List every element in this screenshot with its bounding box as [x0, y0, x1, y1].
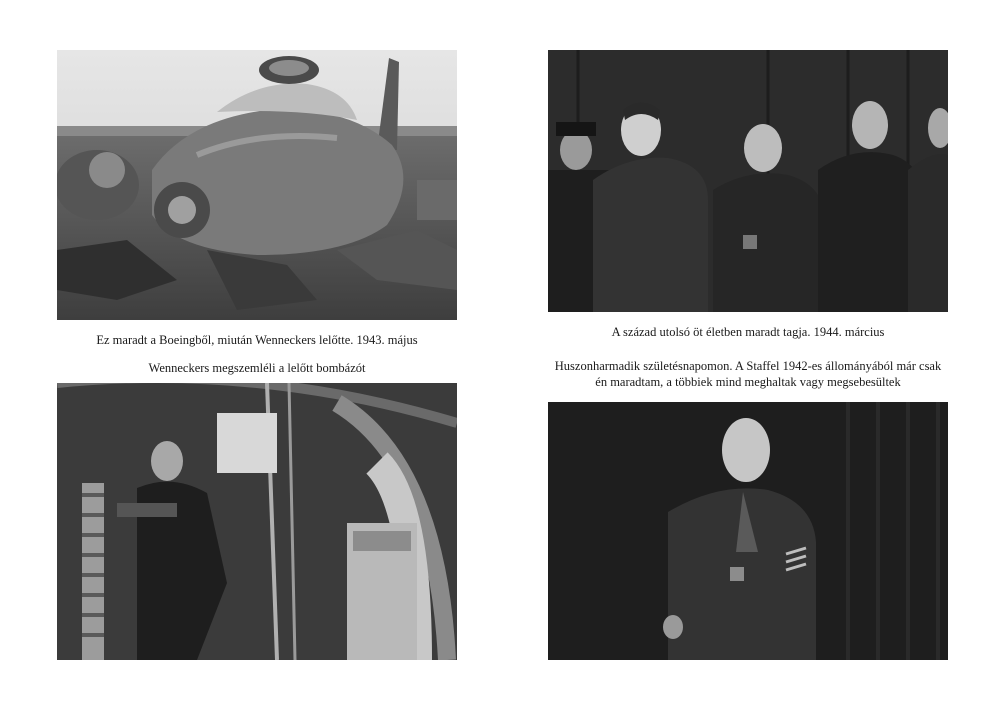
caption-wrecked-bomber: Ez maradt a Boeingből, miután Wenneckers lelőtte. 1943. május [96, 333, 418, 347]
photo-inside-bomber [57, 383, 457, 660]
caption-twenty-third-birthday: Huszonharmadik születésnapomon. A Staffel 1942-es állományából már csak én maradtam, a többiek mind meghaltak vagy megsebesültek [554, 359, 942, 389]
photo-squadron-members [548, 50, 948, 312]
photo-wrecked-bomber [57, 50, 457, 320]
caption-wenneckers-inspects-bomber: Wenneckers megszemléli a lelőtt bombázót [148, 361, 366, 375]
photo-birthday-portrait [548, 402, 948, 660]
caption-squadron-members: A század utolsó öt életben maradt tagja. 1944. március [611, 325, 885, 339]
